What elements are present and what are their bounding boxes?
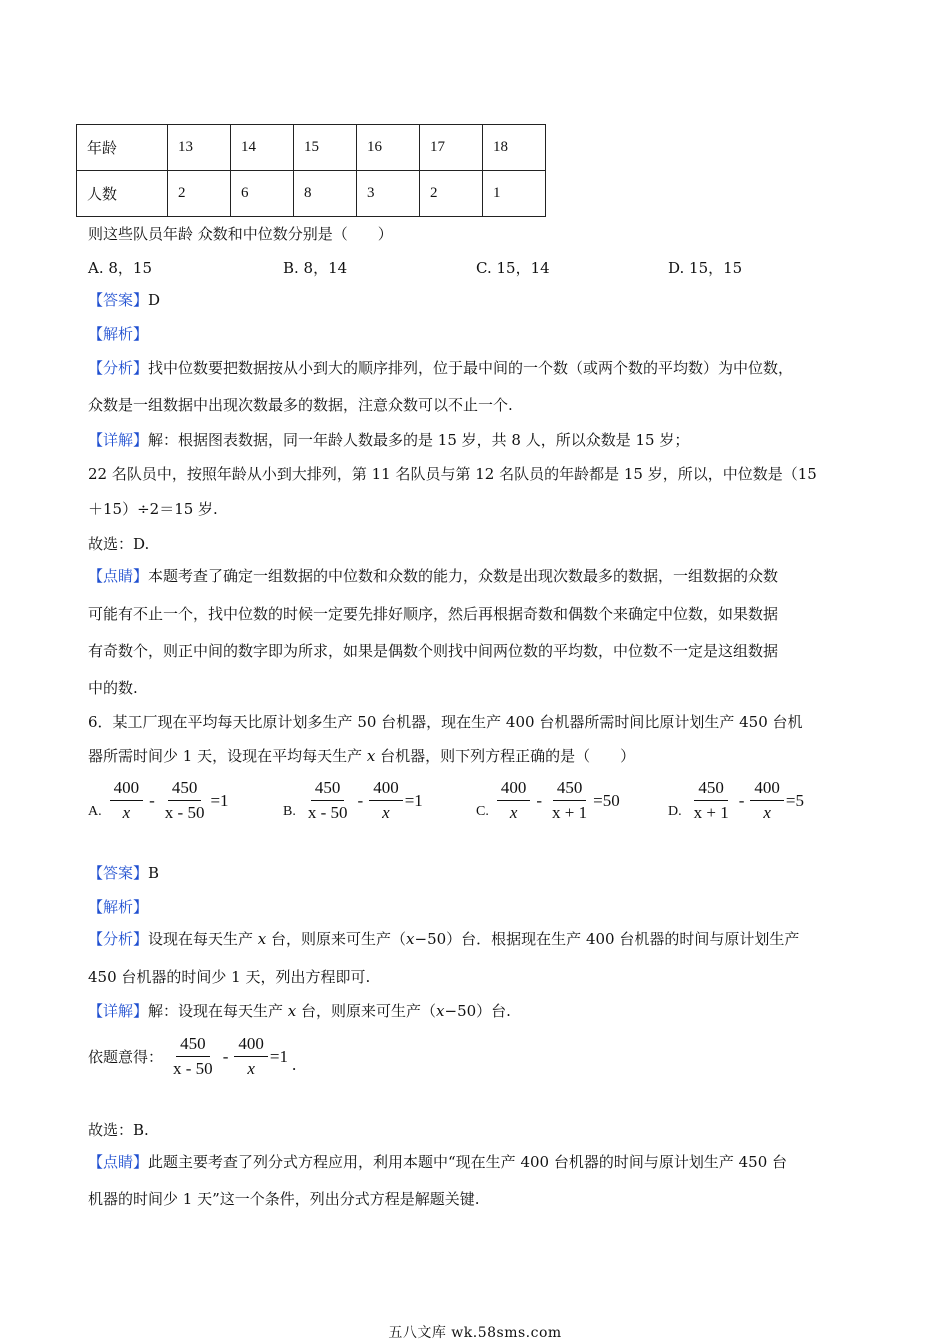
rhs: =1 (210, 790, 229, 810)
fraction (304, 778, 352, 823)
q5-xiangjie-line1 (88, 430, 689, 450)
fraction (497, 778, 531, 823)
q6-option-d (668, 778, 804, 823)
denominator: x (382, 803, 390, 822)
denominator: x - 50 (164, 803, 205, 822)
q6-option-c (476, 778, 620, 823)
q5-dianjing-line4: 中的数. (88, 679, 138, 697)
minus-sign: - (536, 790, 543, 810)
q5-choose: 故选：D. (88, 535, 150, 553)
q6-dianjing-line2: 机器的时间少 1 天”这一个条件，列出分式方程是解题关键. (88, 1190, 480, 1208)
option-label: A. (88, 803, 102, 819)
variable-x: x (257, 930, 267, 948)
table-cell: 2 (420, 171, 483, 217)
numerator: 400 (497, 778, 531, 801)
numerator: 400 (110, 778, 144, 801)
variable-x: x (436, 1002, 445, 1020)
q6-option-a (88, 778, 229, 823)
q5-dianjing-line1 (88, 566, 778, 586)
fraction (548, 778, 591, 823)
dianjing-text: 此题主要考查了列分式方程应用，利用本题中“现在生产 400 台机器的时间与原计划生产 450 台 (148, 1153, 788, 1171)
q6-option-b (283, 778, 423, 823)
fenxi-tag: 【分析】 (88, 359, 149, 377)
denominator: x + 1 (693, 803, 729, 822)
stem-text: 台机器，则下列方程正确的是（ ） (375, 747, 636, 765)
stem-text: 器所需时间少 1 天，设现在平均每天生产 (88, 747, 367, 765)
denominator: x (763, 803, 771, 822)
fraction (234, 1034, 268, 1079)
table-cell: 人数 (77, 171, 168, 217)
minus-sign: - (357, 790, 364, 810)
variable-x: x (406, 930, 415, 948)
table-cell: 8 (294, 171, 357, 217)
q6-xiangjie-line1 (88, 1001, 511, 1021)
q6-stem-line1: 6．某工厂现在平均每天比原计划多生产 50 台机器，现在生产 400 台机器所需时间比原计划生产 450 台机 (88, 713, 803, 731)
fenxi-text: 设现在每天生产 (148, 930, 258, 948)
q5-analysis-tag: 【解析】 (88, 325, 149, 343)
dianjing-tag: 【点睛】 (88, 1153, 149, 1171)
equation-suffix: . (291, 1054, 297, 1074)
table-cell: 1 (483, 171, 546, 217)
numerator: 450 (176, 1034, 210, 1057)
minus-sign: - (149, 790, 155, 810)
dianjing-tag: 【点睛】 (88, 567, 149, 585)
q5-xiangjie-line3: ＋15）÷2＝15 岁. (88, 500, 218, 518)
table-cell: 14 (231, 125, 294, 171)
footer-watermark: 五八文库 wk.58sms.com (388, 1325, 562, 1341)
answer-value: B (148, 864, 160, 882)
fenxi-text: 台，则原来可生产（ (266, 930, 407, 948)
option-label: B. (283, 803, 296, 819)
rhs: =1 (269, 1046, 288, 1066)
equation-prefix: 依题意得： (88, 1048, 164, 1066)
numerator: 400 (750, 778, 784, 801)
fenxi-tag: 【分析】 (88, 930, 149, 948)
q5-answer (88, 290, 160, 310)
q6-equation (88, 1034, 296, 1079)
fenxi-text: 找中位数要把数据按从小到大的顺序排列，位于最中间的一个数（或两个数的平均数）为中位数， (148, 359, 794, 377)
numerator: 400 (234, 1034, 268, 1057)
option-label: C. (476, 803, 489, 819)
fraction (369, 778, 403, 823)
table-cell: 18 (483, 125, 546, 171)
fenxi-text: −50）台．根据现在生产 400 台机器的时间与原计划生产 (414, 930, 800, 948)
table-cell: 15 (294, 125, 357, 171)
rhs: =50 (593, 790, 620, 810)
table-cell: 6 (231, 171, 294, 217)
q5-option-b: B. 8，14 (283, 259, 348, 277)
dianjing-text: 本题考查了确定一组数据的中位数和众数的能力，众数是出现次数最多的数据，一组数据的众数 (148, 567, 779, 585)
denominator: x (122, 803, 131, 822)
fraction (750, 778, 784, 823)
option-label: D. (668, 803, 682, 819)
table-cell: 13 (168, 125, 231, 171)
answer-tag: 【答案】 (88, 291, 149, 309)
denominator: x + 1 (552, 803, 588, 822)
fraction (110, 778, 144, 823)
q6-choose: 故选：B. (88, 1121, 149, 1139)
q6-stem-line2 (88, 746, 635, 766)
xiangjie-text: −50）台. (444, 1002, 511, 1020)
q5-option-a: A. 8，15 (88, 259, 152, 277)
table-cell: 16 (357, 125, 420, 171)
table-cell: 17 (420, 125, 483, 171)
minus-sign: - (738, 790, 745, 810)
variable-x: x (287, 1002, 297, 1020)
numerator: 450 (168, 778, 202, 801)
q5-dianjing-line3: 有奇数个，则正中间的数字即为所求，如果是偶数个则找中间两位数的平均数，中位数不一定是这组数据 (88, 642, 779, 660)
xiangjie-tag: 【详解】 (88, 431, 149, 449)
table-cell: 3 (357, 171, 420, 217)
answer-value: D (148, 291, 161, 309)
table-row (77, 171, 546, 217)
numerator: 400 (369, 778, 403, 801)
denominator: x - 50 (307, 803, 348, 822)
answer-tag: 【答案】 (88, 864, 149, 882)
rhs: =5 (785, 790, 804, 810)
q6-answer (88, 863, 159, 883)
numerator: 450 (553, 778, 587, 801)
q6-fenxi-line1 (88, 929, 799, 949)
xiangjie-text: 台，则原来可生产（ (296, 1002, 437, 1020)
numerator: 450 (311, 778, 345, 801)
q5-xiangjie-line2: 22 名队员中，按照年龄从小到大排列，第 11 名队员与第 12 名队员的年龄都是 15 岁，所以，中位数是（15 (88, 465, 817, 483)
fraction (690, 778, 733, 823)
denominator: x (247, 1059, 255, 1078)
table-cell: 年龄 (77, 125, 168, 171)
q5-fenxi-line2: 众数是一组数据中出现次数最多的数据，注意众数可以不止一个. (88, 396, 513, 414)
rhs: =1 (404, 790, 423, 810)
table-cell: 2 (168, 171, 231, 217)
q5-option-c: C. 15，14 (476, 259, 550, 277)
q6-dianjing-line1 (88, 1152, 787, 1172)
q6-analysis-tag: 【解析】 (88, 898, 149, 916)
q5-fenxi-line1 (88, 358, 793, 378)
variable-x: x (366, 747, 376, 765)
q5-stem: 则这些队员年龄 众数和中位数分别是（ ） (88, 225, 393, 243)
denominator: x (509, 803, 518, 822)
q5-option-d: D. 15，15 (668, 259, 743, 277)
table-row (77, 125, 546, 171)
xiangjie-text: 解：根据图表数据，同一年龄人数最多的是 15 岁，共 8 人，所以众数是 15 岁； (148, 431, 690, 449)
age-count-table (76, 124, 546, 217)
fraction (161, 778, 209, 823)
denominator: x - 50 (173, 1059, 213, 1078)
fraction (169, 1034, 217, 1079)
xiangjie-tag: 【详解】 (88, 1002, 149, 1020)
q5-dianjing-line2: 可能有不止一个，找中位数的时候一定要先排好顺序，然后再根据奇数和偶数个来确定中位数，如果数据 (88, 605, 779, 623)
numerator: 450 (694, 778, 728, 801)
minus-sign: - (222, 1046, 229, 1066)
xiangjie-text: 解：设现在每天生产 (148, 1002, 288, 1020)
q6-fenxi-line2: 450 台机器的时间少 1 天，列出方程即可. (88, 968, 371, 986)
